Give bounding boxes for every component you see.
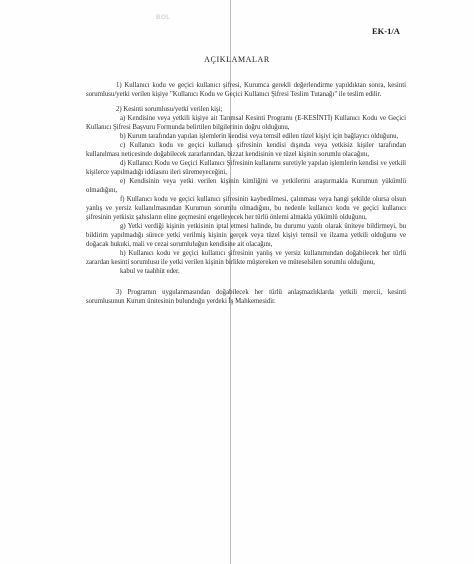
document-code: EK-1/A: [372, 26, 400, 36]
item-e: e) Kendisinin veya yetki verilen kişinin kimliğini ve yetkilerini araştırmakla Kurumun yükümlü olmadığını,: [86, 178, 406, 194]
item-c: c) Kullanıcı kodu ve geçici kullanıcı şifresinin kendisi dışında veya yetkisiz kişiler tarafından kullanılması neticesinde doğabilecek zararlarından, bizzat kendisinin ve tüzel kişinin sorumlu olacağını,: [86, 142, 406, 158]
item-h: h) Kullanıcı kodu ve geçici kullanıcı şifresinin yanlış ve yersiz kullanımından doğabilecek her türlü zarardan kesinti sorumlusu ile yetki verilen kişinin birlikte müştereken ve müteselsilen sorumlu olduğunu,: [86, 250, 406, 266]
page-title: AÇIKLAMALAR: [204, 55, 270, 64]
item-a: a) Kendisine veya yetkili kişiye ait Tarımsal Kesinti Programı (E-KESİNTİ) Kullanıcı Kodu ve Geçici Kullanıcı Şifresi Başvuru Formunda belirtilen bilgilerinin doğru olduğunu,: [86, 115, 406, 131]
document-body: [86, 81, 406, 312]
paragraph-1: 1) Kullanıcı kodu ve geçici kullanıcı şifresi, Kurumca gerekli değerlendirme yapıldıktan sonra, kesinti sorumlusu/yetki verilen kişiye "Kullanıcı Kodu ve Geçici Kullanıcı Şifresi Teslim Tutanağı" ile teslim edilir.: [86, 82, 406, 98]
item-b: b) Kurum tarafından yapılan işlemlerin kendisi veya temsil edilen tüzel kişiyi için bağlayıcı olduğunu,: [120, 133, 399, 140]
item-f: f) Kullanıcı kodu ve geçici kullanıcı şifresinin kaybedilmesi, çalınması veya hangi şekilde olursa olsun yanlış ve yersiz kullanılmasından Kurumun sorumlu olmadığını, bu nedenle kullanıcı kodu ve geçici kullanıcı şifresinin yetkisiz şahısların eline geçmesini engelleyecek her türlü önlemi almakla yükümlü olduğunu,: [86, 196, 406, 221]
acceptance-line: kabul ve taahhüt eder.: [120, 268, 180, 275]
item-d: d) Kullanıcı Kodu ve Geçici Kullanıcı Şifresinin kullanımı suretiyle yapılan işlemlerin kendisi ve yetkili kişilerce yapılmadığı iddiasını ileri süremeyeceğini,: [86, 160, 406, 176]
item-g: g) Yetki verdiği kişinin yetkisinin iptal etmesi halinde, bu durumu yazılı olarak üniteye bildirmeyi, bu bildirim yapılmadığı sürece yetki verilmiş kişinin gerçek veya tüzel kişiyi temsil ve ilzama yetkili olduğunu ve doğacak hukuki, mali ve cezai sorumluluğun kendisine ait olacağını,: [86, 223, 406, 248]
faint-stamp-text: BOL: [156, 14, 171, 21]
paragraph-3: 3) Programın uygulanmasından doğabilecek her türlü anlaşmazlıklarda yetkili mercii, kesinti sorumlusunun Kurum ünitesinin bulunduğu yerdeki İş Mahkemesidir.: [86, 289, 406, 305]
paragraph-2-intro: 2) Kesinti sorumlusu/yetki verilen kişi;: [116, 106, 223, 113]
